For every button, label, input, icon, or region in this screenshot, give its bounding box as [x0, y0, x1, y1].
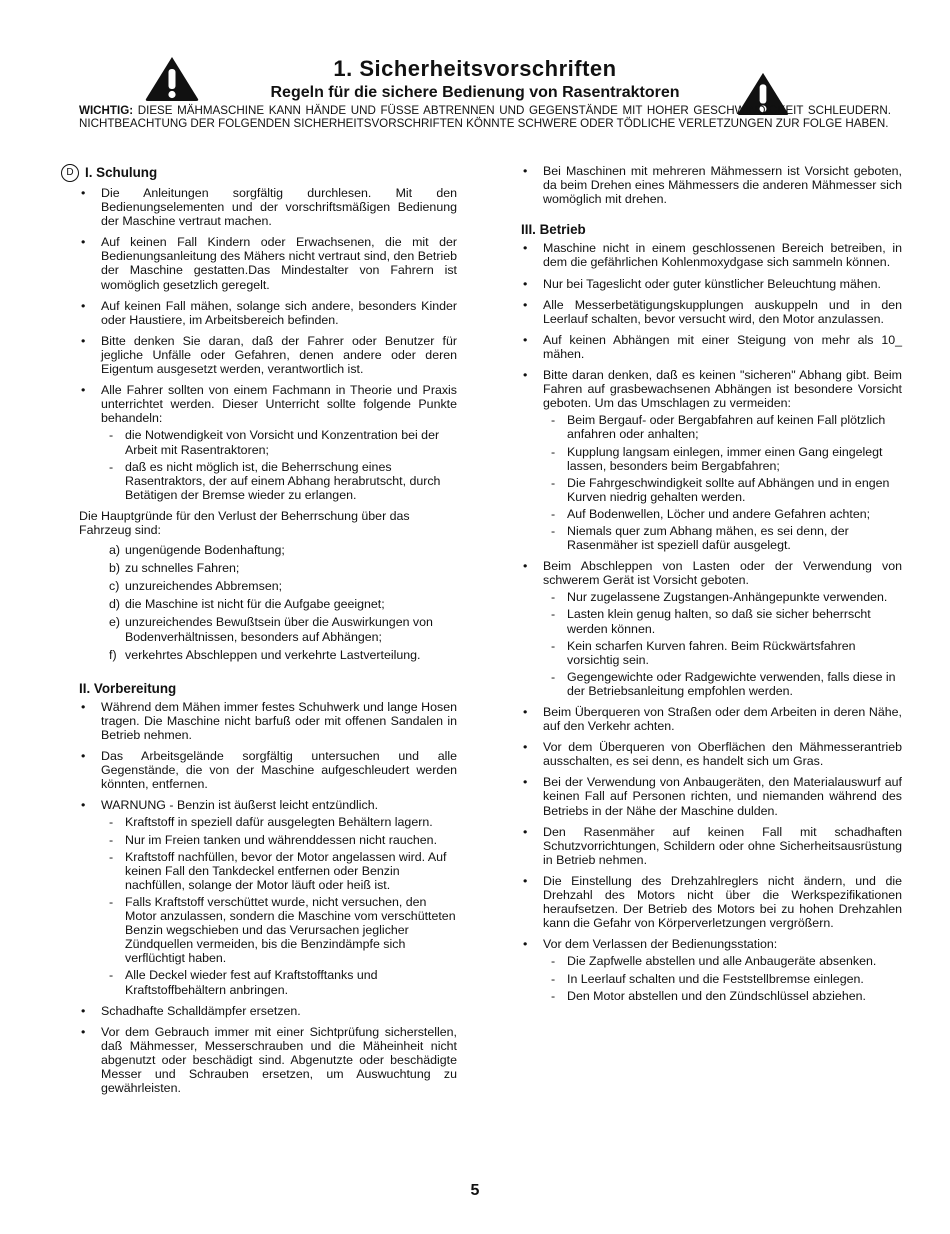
sub-list	[543, 590, 902, 698]
list-item: • Maschine nicht in einem geschlossenen Bereich betreiben, in dem die gefährlichen Kohlenmoxydgase sich sammeln können.	[521, 241, 902, 269]
sub-list-item: - Die Zapfwelle abstellen und alle Anbaugeräte absenken.	[521, 954, 902, 968]
list-item-text: Alle Fahrer sollten von einem Fachmann in Theorie und Praxis unterrichtet werden. Dieser Unterricht sollte folgende Punkte behandeln:	[101, 383, 457, 426]
list-item: • Das Arbeitsgelände sorgfältig untersuchen und alle Gegenstände, die von der Maschine aufgeschleudert werden könnten, entfernen.	[79, 749, 457, 791]
list-item: • Den Rasenmäher auf keinen Fall mit schadhaften Schutzvorrichtungen, Schildern oder ohne Sicherheitsausrüstung in Betrieb nehmen.	[521, 825, 902, 867]
lettered-list	[79, 543, 457, 662]
item-text: unzureichendes Bewußtsein über die Auswirkungen von Bodenverhältnissen, besonders auf Abhängen;	[125, 615, 433, 644]
list-item: • Beim Überqueren von Straßen oder dem Arbeiten in deren Nähe, auf den Verkehr achten.	[521, 705, 902, 733]
list-item: • Bei Maschinen mit mehreren Mähmessern ist Vorsicht geboten, da beim Drehen eines Mähmessers die anderen Mähmesser sich womöglich mit drehen.	[521, 164, 902, 206]
lettered-item	[79, 579, 457, 593]
sub-list-item: - Kupplung langsam einlegen, immer einen Gang eingelegt lassen, besonders beim Bergabfahren;	[521, 445, 902, 473]
bullet-list	[79, 700, 457, 1095]
list-item-text: Bitte daran denken, daß es keinen "sicheren" Abhang gibt. Beim Fahren auf grasbewachsenen Abhängen ist besondere Vorsicht geboten. Um das Umschlagen zu vermeiden:	[543, 368, 902, 411]
item-text: die Maschine ist nicht für die Aufgabe geeignet;	[125, 597, 385, 612]
paragraph: Die Hauptgründe für den Verlust der Beherrschung über das Fahrzeug sind:	[79, 508, 410, 537]
list-item	[79, 383, 457, 502]
sub-list-item: - die Notwendigkeit von Vorsicht und Konzentration bei der Arbeit mit Rasentraktoren;	[79, 428, 457, 456]
list-item: • Schadhafte Schalldämpfer ersetzen.	[79, 1004, 457, 1018]
intro-label: WICHTIG:	[79, 104, 134, 117]
sub-list-item: - Kein scharfen Kurven fahren. Beim Rückwärtsfahren vorsichtig sein.	[521, 639, 902, 667]
sub-list-item: - Lasten klein genug halten, so daß sie sicher beherrscht werden können.	[521, 607, 902, 635]
list-item: • Alle Messerbetätigungskupplungen auskuppeln und in den Leerlauf schalten, bevor versucht wird, den Motor anzulassen.	[521, 298, 902, 326]
sub-list-item: - Gegengewichte oder Radgewichte verwenden, falls diese in der Betriebsanleitung empfohlen werden.	[521, 670, 902, 698]
list-item: • Bei der Verwendung von Anbaugeräten, den Materialauswurf auf keinen Fall auf Personen richten, und niemanden während des Betriebs in der Nähe der Maschine dulden.	[521, 775, 902, 817]
page-title: 1. Sicherheitsvorschriften	[333, 56, 617, 81]
list-item: • Die Einstellung des Drehzahlreglers nicht ändern, und die Drehzahl des Motors nicht über die Werkspezifikationen heraufsetzen. Der Betrieb des Motors bei zu hohen Drehzahlen kann die Gefahr von Körperverletzungen vergrößern.	[521, 874, 902, 930]
list-item: • Während dem Mähen immer festes Schuhwerk und lange Hosen tragen. Die Maschine nicht barfuß oder mit offenen Sandalen in Betrieb nehmen.	[79, 700, 457, 742]
bullet-list	[521, 164, 902, 206]
sub-list-item: - Falls Kraftstoff verschüttet wurde, nicht versuchen, den Motor anzulassen, sondern die Maschine vom verschütteten Benzin wegschieben und das Verursachen jeglicher Zündquellen vermeiden, bis die Benzindämpfe sich verflüchtigt haben.	[79, 895, 457, 965]
item-text: verkehrtes Abschleppen und verkehrte Lastverteilung.	[125, 647, 421, 662]
list-item: • Auf keinen Fall Kindern oder Erwachsenen, die mit der Bedienungsanleitung des Mähers nicht vertraut sind, den Betrieb der Maschine gestatten.Das Mindestalter von Fahrern ist womöglich gesetzlich geregelt.	[79, 235, 457, 291]
language-badge: D	[61, 164, 79, 182]
section-heading	[79, 682, 457, 696]
section-title: I. Schulung	[85, 164, 158, 180]
sub-list-item: - Den Motor abstellen und den Zündschlüssel abziehen.	[521, 989, 902, 1003]
intro-text: DIESE MÄHMASCHINE KANN HÄNDE UND FÜSSE ABTRENNEN UND GEGENSTÄNDE MIT HOHER GESCHWINDIGKEIT SCHLEUDERN. NICHTBEACHTUNG DER FOLGENDEN SICHERHEITSVORSCHRIFTEN KÖNNTE SCHWERE ODER TÖDLICHE VERLETZUNGEN ZUR FOLGE HABEN.	[79, 104, 891, 130]
sub-list-item: - In Leerlauf schalten und die Feststellbremse einlegen.	[521, 972, 902, 986]
lettered-item	[79, 615, 457, 643]
lettered-item	[79, 543, 457, 557]
list-item: • Die Anleitungen sorgfältig durchlesen. Mit den Bedienungselementen und der vorschriftsmäßigen Bedienung der Maschine vertraut machen.	[79, 186, 457, 228]
list-item: • Auf keinen Fall mähen, solange sich andere, besonders Kinder oder Haustiere, im Arbeitsbereich befinden.	[79, 299, 457, 327]
item-letter: c)	[109, 579, 120, 594]
sub-list-item: - daß es nicht möglich ist, die Beherrschung eines Rasentraktors, der auf einem Abhang herabrutscht, durch Betätigen der Bremse wieder zu erlangen.	[79, 460, 457, 502]
lettered-item	[79, 648, 457, 662]
section-title: III. Betrieb	[521, 222, 586, 238]
list-item-text: WARNUNG - Benzin ist äußerst leicht entzündlich.	[101, 798, 379, 813]
sub-list-item: - Niemals quer zum Abhang mähen, es sei denn, der Rasenmäher ist speziell dafür ausgelegt.	[521, 524, 902, 552]
sub-list-item: - Kraftstoff in speziell dafür ausgelegten Behältern lagern.	[79, 815, 457, 829]
page-subtitle: Regeln für die sichere Bedienung von Rasentraktoren	[270, 84, 680, 101]
right-column	[521, 164, 902, 1010]
sub-list-item: - Die Fahrgeschwindigkeit sollte auf Abhängen und in engen Kurven niedrig gehalten werden.	[521, 476, 902, 504]
list-item: • Bitte denken Sie daran, daß der Fahrer oder Benutzer für jegliche Unfälle oder Gefahren, denen andere oder deren Eigentum ausgesetzt werden, verantwortlich ist.	[79, 334, 457, 376]
item-letter: a)	[109, 543, 121, 558]
list-item: • Vor dem Überqueren von Oberflächen den Mähmesserantrieb ausschalten, es sei denn, es handelt sich um Gras.	[521, 740, 902, 768]
sub-list-item: - Beim Bergauf- oder Bergabfahren auf keinen Fall plötzlich anfahren oder anhalten;	[521, 413, 902, 441]
item-text: ungenügende Bodenhaftung;	[125, 543, 285, 558]
lettered-item	[79, 597, 457, 611]
sub-list	[101, 428, 457, 501]
list-item: • Vor dem Gebrauch immer mit einer Sichtprüfung sicherstellen, daß Mähmesser, Messerschrauben und die Mäheinheit nicht abgenutzt oder beschädigt sind. Abgenutzte oder beschädigte Messer und Schrauben ersetzen, um Auswuchtung zu gewährleisten.	[79, 1025, 457, 1095]
item-letter: d)	[109, 597, 121, 612]
sub-list-item: - Alle Deckel wieder fest auf Kraftstofftanks und Kraftstoffbehältern anbringen.	[79, 968, 457, 996]
list-item-text: Vor dem Verlassen der Bedienungsstation:	[543, 937, 778, 952]
item-text: zu schnelles Fahren;	[125, 561, 240, 576]
list-item	[521, 937, 902, 1002]
list-item	[521, 368, 902, 552]
item-letter: e)	[109, 615, 121, 630]
sub-list-item: - Nur im Freien tanken und währenddessen nicht rauchen.	[79, 833, 457, 847]
section-heading	[66, 164, 457, 182]
lettered-item	[79, 561, 457, 575]
item-text: unzureichendes Abbremsen;	[125, 579, 283, 594]
section-title: II. Vorbereitung	[79, 680, 177, 696]
sub-list	[543, 954, 902, 1002]
section-heading	[521, 223, 902, 237]
list-item: • Auf keinen Abhängen mit einer Steigung von mehr als 10_ mähen.	[521, 333, 902, 361]
sub-list	[101, 815, 457, 996]
item-letter: f)	[109, 647, 117, 662]
sub-list-item: - Nur zugelassene Zugstangen-Anhängepunkte verwenden.	[521, 590, 902, 604]
intro-warning	[79, 104, 891, 130]
bullet-list	[79, 186, 457, 502]
sub-list-item: - Auf Bodenwellen, Löcher und andere Gefahren achten;	[521, 507, 902, 521]
sub-list	[543, 413, 902, 552]
page-number: 5	[470, 1182, 480, 1199]
sub-list-item: - Kraftstoff nachfüllen, bevor der Motor angelassen wird. Auf keinen Fall den Tankdeckel entfernen oder Benzin nachfüllen, solange der Motor läuft oder heiß ist.	[79, 850, 457, 892]
bullet-list	[521, 241, 902, 1002]
list-item	[79, 798, 457, 996]
list-item-text: Beim Abschleppen von Lasten oder der Verwendung von schwerem Gerät ist Vorsicht geboten.	[543, 559, 902, 588]
item-letter: b)	[109, 561, 121, 576]
list-item: • Nur bei Tageslicht oder guter künstlicher Beleuchtung mähen.	[521, 277, 902, 291]
list-item	[521, 559, 902, 698]
left-column	[66, 164, 457, 1102]
